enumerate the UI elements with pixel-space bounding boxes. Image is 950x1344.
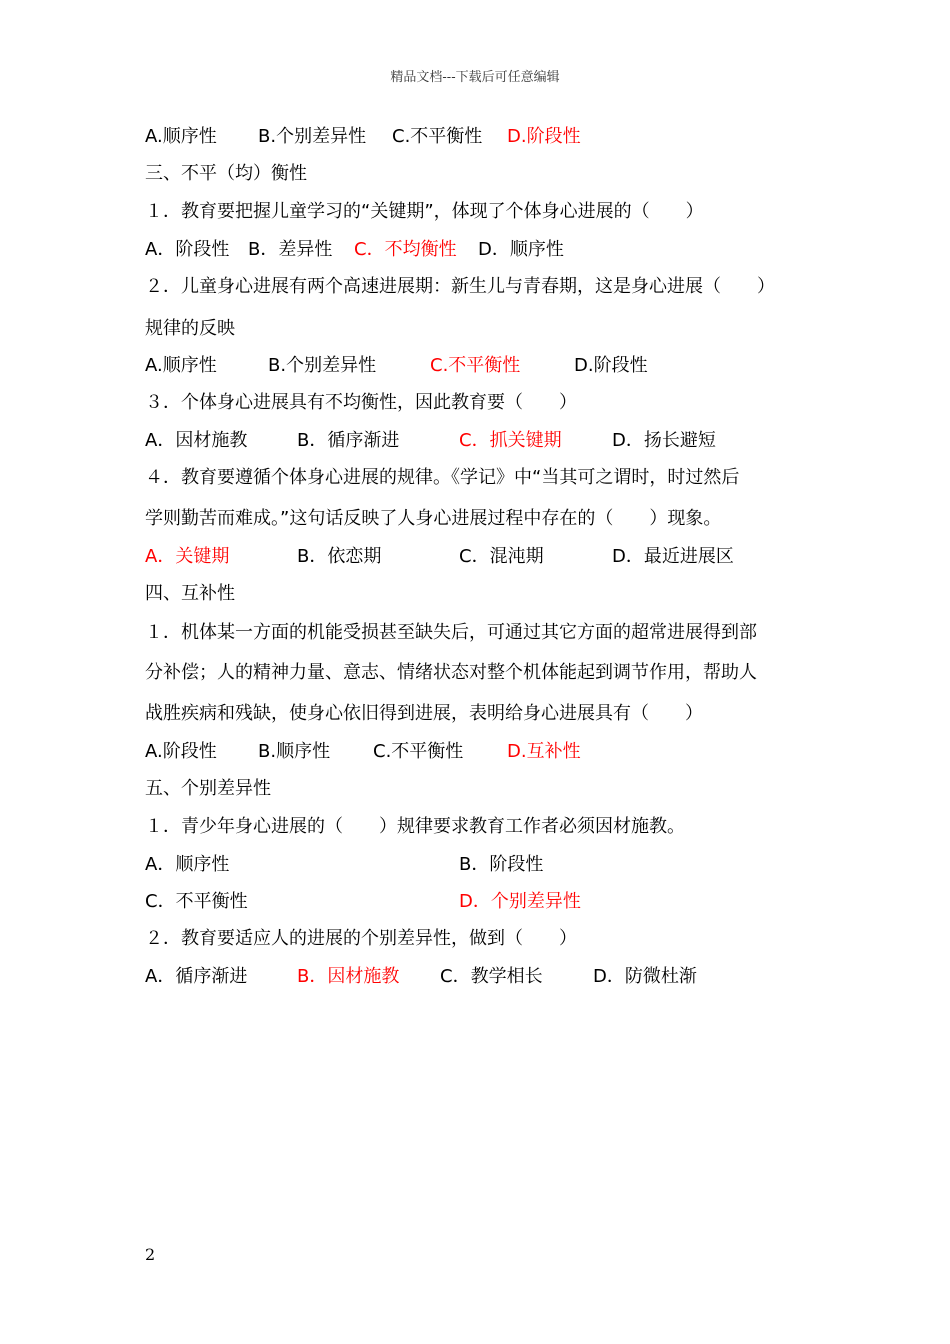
option-b-answer: B．因材施教	[297, 966, 400, 987]
option-c-answer: C．不均衡性	[354, 239, 457, 260]
option-c: C.不平衡性	[392, 126, 483, 147]
question-text: １．青少年身心进展的（ ）规律要求教育工作者必须因材施教。	[145, 816, 685, 837]
question-text-continued: 分补偿；人的精神力量、意志、情绪状态对整个机体能起到调节作用，帮助人	[145, 662, 757, 683]
option-b: B．阶段性	[459, 854, 544, 875]
option-c-answer: C．抓关键期	[459, 430, 562, 451]
option-b: B.个别差异性	[268, 355, 377, 376]
question-text: ２．儿童身心进展有两个高速进展期：新生儿与青春期，这是身心进展（ ）	[145, 276, 775, 297]
question-text-continued: 学则勤苦而难成。”这句话反映了人身心进展过程中存在的（ ）现象。	[145, 508, 722, 529]
option-c: C．教学相长	[440, 966, 543, 987]
option-a: A.顺序性	[145, 355, 217, 376]
section-title-3: 三、不平（均）衡性	[145, 163, 307, 184]
option-a: A.顺序性	[145, 126, 217, 147]
option-b: B．差异性	[248, 239, 333, 260]
option-c: C．混沌期	[459, 546, 544, 567]
question-text: ２．教育要适应人的进展的个别差异性，做到（ ）	[145, 928, 577, 949]
question-text: １．机体某一方面的机能受损甚至缺失后，可通过其它方面的超常进展得到部	[145, 622, 757, 643]
option-d: D．最近进展区	[612, 546, 734, 567]
option-d-answer: D.互补性	[507, 741, 581, 762]
section-title-5: 五、个别差异性	[145, 778, 271, 799]
question-text: ３．个体身心进展具有不均衡性，因此教育要（ ）	[145, 392, 577, 413]
option-c: C．不平衡性	[145, 891, 248, 912]
option-b: B．循序渐进	[297, 430, 400, 451]
question-text: １．教育要把握儿童学习的“关键期”，体现了个体身心进展的（ ）	[145, 201, 704, 222]
option-a: A.阶段性	[145, 741, 217, 762]
option-d: D．防微杜渐	[593, 966, 697, 987]
option-b: B.顺序性	[258, 741, 331, 762]
option-a: A．顺序性	[145, 854, 230, 875]
page-header: 精品文档---下载后可任意编辑	[390, 70, 560, 85]
option-d: D．扬长避短	[612, 430, 716, 451]
page-number: 2	[145, 1245, 156, 1264]
option-a-answer: A．关键期	[145, 546, 230, 567]
option-a: A．阶段性	[145, 239, 230, 260]
option-a: A．因材施教	[145, 430, 248, 451]
section-title-4: 四、互补性	[145, 583, 235, 604]
option-c-answer: C.不平衡性	[430, 355, 521, 376]
question-text: ４．教育要遵循个体身心进展的规律。《学记》中“当其可之谓时，时过然后	[145, 467, 740, 488]
option-b: B．依恋期	[297, 546, 382, 567]
option-b: B.个别差异性	[258, 126, 367, 147]
option-d-answer: D．个别差异性	[459, 891, 581, 912]
option-a: A．循序渐进	[145, 966, 248, 987]
option-c: C.不平衡性	[373, 741, 464, 762]
option-d-answer: D.阶段性	[507, 126, 581, 147]
option-d: D．顺序性	[478, 239, 564, 260]
question-text-continued: 规律的反映	[145, 318, 235, 339]
option-d: D.阶段性	[574, 355, 648, 376]
question-text-continued: 战胜疾病和残缺，使身心依旧得到进展，表明给身心进展具有（ ）	[145, 703, 703, 724]
